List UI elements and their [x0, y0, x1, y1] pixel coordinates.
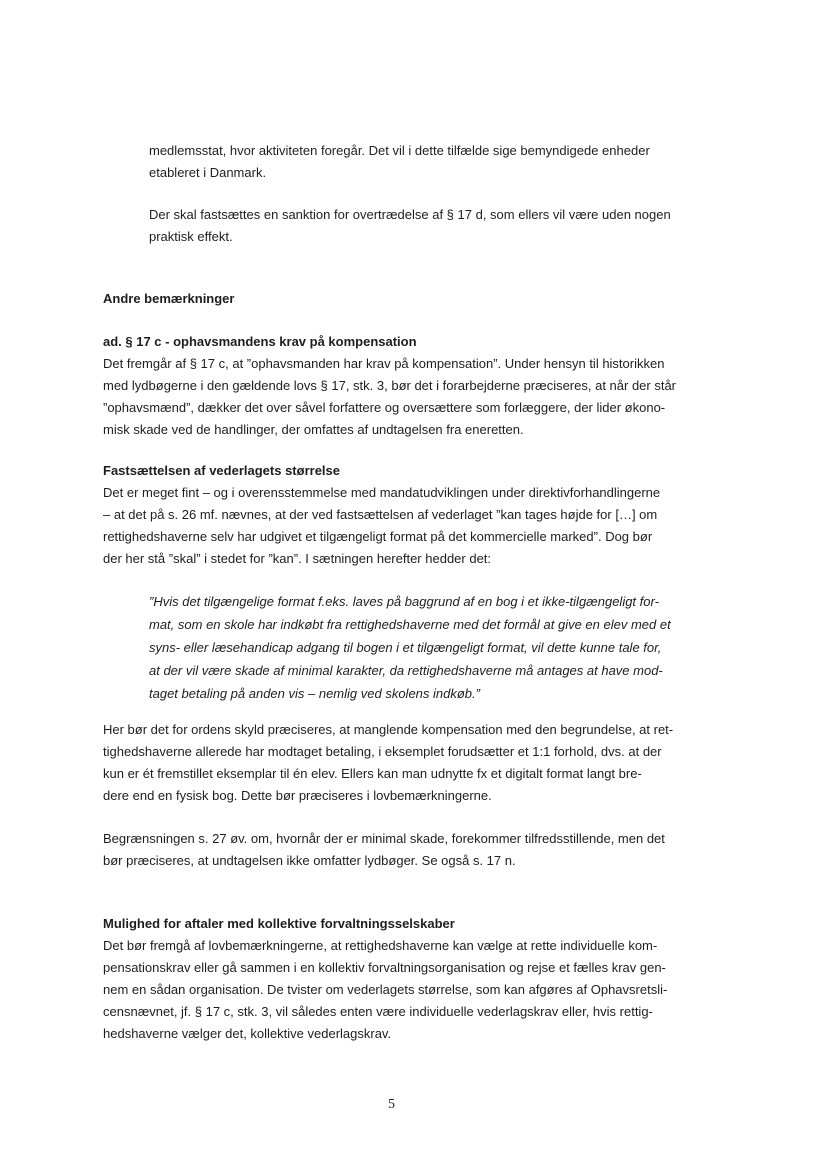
remuneration-heading: Fastsættelsen af vederlagets størrelse	[103, 463, 340, 478]
collective-heading: Mulighed for aftaler med kollektive forvaltningsselskaber	[103, 916, 455, 931]
remuneration-line: – at det på s. 26 mf. nævnes, at der ved fastsættelsen af vederlaget ”kan tages højde for […] om	[103, 507, 658, 522]
quote-line: ”Hvis det tilgængelige format f.eks. laves på baggrund af en bog i et ikke-tilgængeligt for-	[149, 594, 659, 609]
quote-line: syns- eller læsehandicap adgang til bogen i et tilgængeligt format, vil dette kunne tale for,	[149, 640, 662, 655]
compensation-line: med lydbøgerne i den gældende lovs § 17, stk. 3, bør det i forarbejderne præciseres, at når der står	[103, 378, 677, 393]
compensation-line: ”ophavsmænd”, dækker det over såvel forfattere og oversættere som forlæggere, der lider økono-	[103, 400, 666, 415]
clarification-line: tighedshaverne allerede har modtaget betaling, i eksemplet forudsætter et 1:1 forhold, dvs. at der	[103, 744, 662, 759]
sanction-paragraph	[149, 204, 671, 248]
intro-line: medlemsstat, hvor aktiviteten foregår. Det vil i dette tilfælde sige bemyndigede enheder	[149, 143, 650, 158]
page-number: 5	[388, 1097, 395, 1112]
quote-line: mat, som en skole har indkøbt fra rettighedshaverne med det formål at give en elev med et	[149, 617, 671, 632]
collective-line: hedshaverne vælger det, kollektive vederlagskrav.	[103, 1026, 392, 1041]
collective-line: Det bør fremgå af lovbemærkningerne, at rettighedshaverne kan vælge at rette individuelle kom-	[103, 938, 658, 953]
clarification-line: dere end en fysisk bog. Dette bør præciseres i lovbemærkningerne.	[103, 788, 492, 803]
compensation-heading: ad. § 17 c - ophavsmandens krav på kompensation	[103, 334, 417, 349]
remuneration-line: der her stå ”skal” i stedet for ”kan”. I sætningen herefter hedder det:	[103, 551, 492, 566]
quote-line: taget betaling på anden vis – nemlig ved skolens indkøb.”	[149, 686, 480, 701]
remuneration-section	[103, 460, 660, 570]
quote-block	[149, 590, 671, 705]
section-heading: Andre bemærkninger	[103, 291, 235, 306]
collective-line: pensationskrav eller gå sammen i en kollektiv forvaltningsorganisation og rejse et fælles krav gen-	[103, 960, 666, 975]
collective-line: censnævnet, jf. § 17 c, stk. 3, vil således enten være individuelle vederlagskrav eller, hvis rettig-	[103, 1004, 653, 1019]
limitation-line: Begrænsningen s. 27 øv. om, hvornår der er minimal skade, forekommer tilfredsstillende, men det	[103, 831, 665, 846]
limitation-paragraph	[103, 828, 665, 872]
intro-paragraph	[149, 140, 650, 184]
compensation-line: misk skade ved de handlinger, der omfattes af undtagelsen fra eneretten.	[103, 422, 524, 437]
collective-line: nem en sådan organisation. De tvister om vederlagets størrelse, som kan afgøres af Ophavsretsli-	[103, 982, 668, 997]
collective-section	[103, 913, 667, 1045]
clarification-paragraph	[103, 719, 673, 807]
quote-line: at der vil være skade af minimal karakter, da rettighedshaverne må antages at have mod-	[149, 663, 663, 678]
clarification-line: Her bør det for ordens skyld præciseres, at manglende kompensation med den begrundelse, at ret-	[103, 722, 674, 737]
sanction-line: Der skal fastsættes en sanktion for overtrædelse af § 17 d, som ellers vil være uden nogen	[149, 207, 671, 222]
compensation-section	[103, 331, 676, 441]
remuneration-line: rettighedshaverne selv har udgivet et tilgængeligt format på det kommercielle marked”. Dog bør	[103, 529, 653, 544]
remuneration-line: Det er meget fint – og i overensstemmelse med mandatudviklingen under direktivforhandlingerne	[103, 485, 661, 500]
limitation-line: bør præciseres, at undtagelsen ikke omfatter lydbøger. Se også s. 17 n.	[103, 853, 516, 868]
sanction-line: praktisk effekt.	[149, 229, 233, 244]
clarification-line: kun er ét fremstillet eksemplar til én elev. Ellers kan man udnytte fx et digitalt format langt bre-	[103, 766, 642, 781]
compensation-line: Det fremgår af § 17 c, at ”ophavsmanden har krav på kompensation”. Under hensyn til historikken	[103, 356, 665, 371]
intro-line: etableret i Danmark.	[149, 165, 267, 180]
